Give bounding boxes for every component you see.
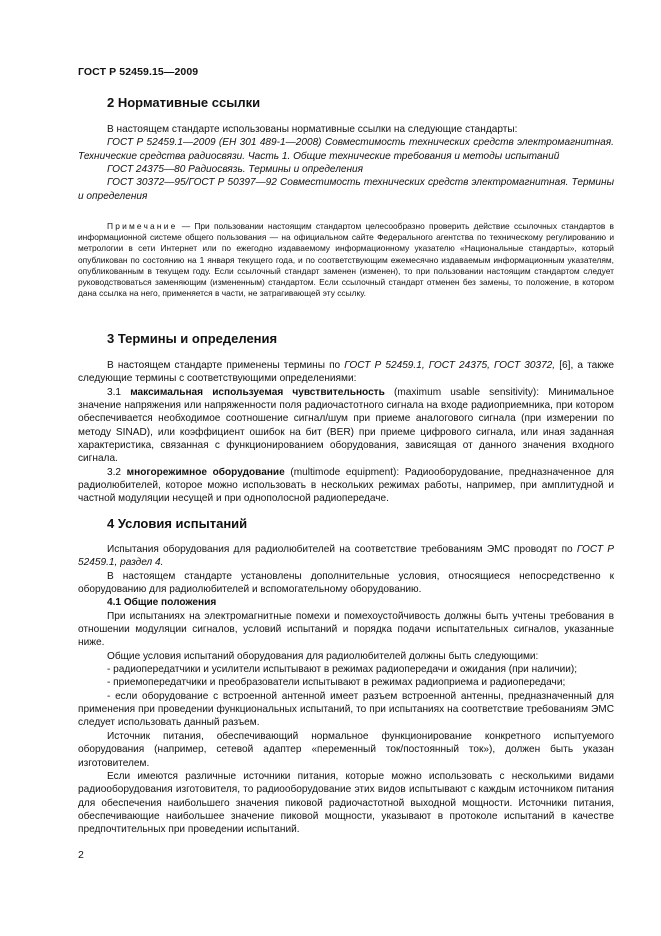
section-2-note bbox=[78, 221, 614, 299]
section-4-para-6: Если имеются различные источники питания, которые можно использовать с несколькими видами радиооборудования изготовителя, то радиооборудование этих видов испытывают с каждым источником питания для обеспечения наибольшего значения пиковой радиочастотной выходной мощности. Источники питания, обеспечивающие наибольшее значение пиковой мощности, указывают в протоколе испытаний в качестве предпочтительных при проведении испытаний. bbox=[78, 770, 614, 836]
section-3-intro-b: [6], а также следующие термины с соответствующими определениями: bbox=[78, 360, 614, 385]
section-4-para-1 bbox=[78, 543, 614, 570]
section-4-para-3: При испытаниях на электромагнитные помехи и помехоустойчивость должны быть учтены требования в отношении модуляции сигналов, условий испытаний и порядка подачи испытательных сигналов, указанные ниже. bbox=[78, 610, 614, 649]
section-4-para-5: Источник питания, обеспечивающий нормальное функционирование конкретного испытуемого оборудования (например, сетевой адаптер «переменный ток/постоянный ток»), должен быть указан изготовителем. bbox=[78, 730, 614, 769]
list-item-3: - если оборудование с встроенной антенной имеет разъем встроенной антенны, предназначенный для применения при проведении функциональных испытаний, то при испытаниях на соответствие требованиям ЭМС следует использовать данный разъем. bbox=[78, 690, 614, 729]
section-2-heading: 2 Нормативные ссылки bbox=[107, 95, 261, 110]
list-item-2: - приемопередатчики и преобразователи испытывают в режимах радиоприема и радиопередачи; bbox=[107, 677, 566, 689]
reference-2-text: ГОСТ 24375—80 Радиосвязь. Термины и определения bbox=[107, 164, 364, 176]
section-3-intro bbox=[78, 359, 614, 386]
term-3-1-definition: (maximum usable sensitivity): Минимальное значение напряжения или напряженности поля радиочастотного сигнала на входе радиоприемника, при котором обеспечивается необходимое соотношение сигнал/шум при приеме аналогового сигнала (при измерении по методу SINAD), или коэффициент ошибок на бит (BER) при приеме цифрового сигнала, или иная заданная характеристика, связанная с функционированием оборудования, зависящая от данного значения входного сигнала. bbox=[78, 386, 614, 465]
section-3-intro-refs: ГОСТ Р 52459.1, ГОСТ 24375, ГОСТ 30372, bbox=[344, 360, 556, 371]
term-3-1-number: 3.1 bbox=[107, 386, 122, 398]
section-3-intro-a: В настоящем стандарте применены термины по bbox=[107, 360, 345, 371]
term-3-2-number: 3.2 bbox=[107, 466, 122, 478]
note-text: — При пользовании настоящим стандартом целесообразно проверить действие ссылочных стандартов в информационной системе общего пользования — на официальном сайте Федерального агентства по техническому регулированию и метрологии в сети Интернет или по ежегодно издаваемому информационному указателю «Национальные стандарты», который опубликован по состоянию на 1 января текущего года, и по соответствующим ежемесячно издаваемым информационным указателям, опубликованным в текущем году. Если ссылочный стандарт заменен (изменен), то при пользовании настоящим стандартом следует руководствоваться заменяющим (измененным) стандартом. Если ссылочный стандарт отменен без замены, то положение, в котором дана ссылка на него, применяется в части, не затрагивающей эту ссылку. bbox=[78, 221, 615, 299]
page-number: 2 bbox=[78, 849, 84, 861]
term-3-2-title: многорежимное оборудование bbox=[126, 466, 285, 478]
list-item-1: - радиопередатчики и усилители испытывают в режимах радиопередачи и ожидания (при наличии); bbox=[107, 664, 578, 676]
term-3-2 bbox=[78, 466, 614, 506]
section-4-heading: 4 Условия испытаний bbox=[107, 516, 248, 531]
reference-3-text: ГОСТ 30372—95/ГОСТ Р 50397—92 Совместимость технических средств электромагнитная. Термины и определения bbox=[78, 177, 614, 202]
section-4-para-1-text: Испытания оборудования для радиолюбителей на соответствие требованиям ЭМС проводят по bbox=[107, 544, 577, 555]
section-3-heading: 3 Термины и определения bbox=[107, 331, 278, 346]
reference-2 bbox=[78, 163, 614, 176]
section-2-body bbox=[78, 123, 614, 203]
section-4-para-4: Общие условия испытаний оборудования для радиолюбителей должны быть следующими: bbox=[107, 650, 539, 662]
term-3-1-title: максимальная используемая чувствительность bbox=[130, 386, 385, 398]
note-label: Примечание bbox=[107, 221, 178, 231]
subsection-4-1-heading: 4.1 Общие положения bbox=[107, 597, 217, 609]
document-header: ГОСТ Р 52459.15—2009 bbox=[78, 66, 199, 78]
section-4-para-1-ref: ГОСТ Р 52459.1, раздел 4. bbox=[78, 544, 614, 569]
section-4-para-2: В настоящем стандарте установлены дополнительные условия, относящиеся непосредственно к оборудованию для радиолюбителей и вспомогательному оборудованию. bbox=[78, 570, 614, 596]
section-2-intro: В настоящем стандарте использованы нормативные ссылки на следующие стандарты: bbox=[107, 124, 518, 135]
section-4-body bbox=[78, 543, 614, 837]
reference-3 bbox=[78, 176, 614, 203]
reference-1 bbox=[78, 136, 614, 163]
term-3-2-definition: (multimode equipment): Радиооборудование, предназначенное для радиолюбителей, которое можно использовать в нескольких режимах работы, например, при амплитудной и частной модуляции несущей и при однополосной радиопередаче. bbox=[78, 466, 614, 505]
term-3-1 bbox=[78, 386, 614, 466]
section-3-body bbox=[78, 359, 614, 506]
reference-1-text: ГОСТ Р 52459.1—2009 (ЕН 301 489-1—2008) Совместимость технических средств электромагнитная. Технические средства радиосвязи. Часть 1. Общие технические требования и методы испытаний bbox=[78, 137, 614, 162]
